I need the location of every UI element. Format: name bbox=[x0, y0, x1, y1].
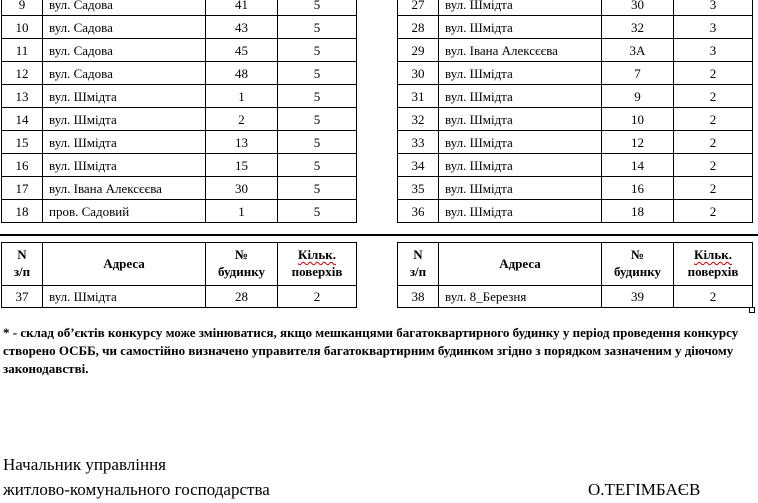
row-address: вул. Шмідта bbox=[439, 62, 602, 85]
row-house: 39 bbox=[602, 286, 674, 308]
bottom-right-table bbox=[397, 242, 753, 308]
row-address: вул. Садова bbox=[43, 39, 206, 62]
row-address: вул. Шмідта bbox=[439, 16, 602, 39]
table-row bbox=[2, 85, 357, 108]
row-floors: 5 bbox=[278, 62, 357, 85]
table-row bbox=[398, 39, 753, 62]
table-row bbox=[2, 131, 357, 154]
table-row bbox=[2, 39, 357, 62]
table-row bbox=[398, 62, 753, 85]
row-house: 13 bbox=[206, 131, 278, 154]
table-resize-handle[interactable] bbox=[749, 307, 755, 313]
row-floors: 5 bbox=[278, 200, 357, 223]
row-house: 45 bbox=[206, 39, 278, 62]
row-number: 32 bbox=[398, 108, 439, 131]
row-house: 30 bbox=[602, 0, 674, 16]
row-number: 9 bbox=[2, 0, 43, 16]
row-number: 14 bbox=[2, 108, 43, 131]
table-row bbox=[2, 16, 357, 39]
signatory-title-line2: житлово-комунального господарства bbox=[3, 480, 270, 499]
row-floors: 5 bbox=[278, 177, 357, 200]
row-floors: 2 bbox=[674, 177, 753, 200]
header-house: № будинку bbox=[602, 243, 674, 286]
row-floors: 5 bbox=[278, 0, 357, 16]
row-house: 14 bbox=[602, 154, 674, 177]
row-number: 12 bbox=[2, 62, 43, 85]
row-address: вул. Шмідта bbox=[43, 85, 206, 108]
row-house: 48 bbox=[206, 62, 278, 85]
row-floors: 2 bbox=[278, 286, 357, 308]
row-number: 38 bbox=[398, 286, 439, 308]
row-floors: 5 bbox=[278, 154, 357, 177]
row-number: 18 bbox=[2, 200, 43, 223]
row-house: 7 bbox=[602, 62, 674, 85]
row-number: 31 bbox=[398, 85, 439, 108]
row-number: 27 bbox=[398, 0, 439, 16]
row-house: 32 bbox=[602, 16, 674, 39]
table-row bbox=[398, 286, 753, 308]
table-row bbox=[2, 154, 357, 177]
row-address: вул. Шмідта bbox=[439, 0, 602, 16]
row-house: 15 bbox=[206, 154, 278, 177]
row-address: вул. Івана Алексєєва bbox=[439, 39, 602, 62]
row-floors: 2 bbox=[674, 85, 753, 108]
row-house: 18 bbox=[602, 200, 674, 223]
row-house: 10 bbox=[602, 108, 674, 131]
row-floors: 5 bbox=[278, 85, 357, 108]
row-number: 16 bbox=[2, 154, 43, 177]
row-number: 36 bbox=[398, 200, 439, 223]
bottom-left-table bbox=[1, 242, 357, 308]
table-row bbox=[2, 0, 357, 16]
row-house: 2 bbox=[206, 108, 278, 131]
top-left-table bbox=[1, 0, 357, 223]
table-row bbox=[398, 85, 753, 108]
row-address: вул. 8_Березня bbox=[439, 286, 602, 308]
header-house: № будинку bbox=[206, 243, 278, 286]
row-address: вул. Шмідта bbox=[439, 177, 602, 200]
row-floors: 3 bbox=[674, 0, 753, 16]
header-address: Адреса bbox=[439, 243, 602, 286]
table-row bbox=[398, 154, 753, 177]
signatory-title-line1: Начальник управління bbox=[3, 455, 166, 474]
row-number: 34 bbox=[398, 154, 439, 177]
row-number: 11 bbox=[2, 39, 43, 62]
header-floors: Кільк. поверхів bbox=[278, 243, 357, 286]
row-house: 9 bbox=[602, 85, 674, 108]
row-floors: 2 bbox=[674, 200, 753, 223]
row-number: 17 bbox=[2, 177, 43, 200]
row-floors: 5 bbox=[278, 16, 357, 39]
row-address: вул. Садова bbox=[43, 16, 206, 39]
header-address: Адреса bbox=[43, 243, 206, 286]
row-floors: 5 bbox=[278, 131, 357, 154]
header-number: N з/п bbox=[2, 243, 43, 286]
row-floors: 2 bbox=[674, 108, 753, 131]
row-floors: 3 bbox=[674, 16, 753, 39]
row-house: 30 bbox=[206, 177, 278, 200]
row-address: вул. Шмідта bbox=[439, 131, 602, 154]
row-address: вул. Шмідта bbox=[439, 85, 602, 108]
row-floors: 2 bbox=[674, 131, 753, 154]
row-number: 29 bbox=[398, 39, 439, 62]
row-floors: 3 bbox=[674, 39, 753, 62]
row-house: 3А bbox=[602, 39, 674, 62]
row-address: вул. Шмідта bbox=[43, 108, 206, 131]
row-number: 10 bbox=[2, 16, 43, 39]
row-number: 33 bbox=[398, 131, 439, 154]
top-right-tbody bbox=[398, 0, 753, 223]
row-number: 30 bbox=[398, 62, 439, 85]
row-address: вул. Шмідта bbox=[43, 286, 206, 308]
footnote: * - склад об’єктів конкурсу може змінюватися, якщо мешканцями багатоквартирного будинку у період проведення конкурсу створено ОСББ, чи самостійно визначено управителя багатоквартирним будинком згідно з порядком зазначеним у діючому законодавстві. bbox=[3, 325, 739, 376]
row-address: вул. Садова bbox=[43, 62, 206, 85]
table-row bbox=[398, 16, 753, 39]
table-row bbox=[2, 177, 357, 200]
row-house: 28 bbox=[206, 286, 278, 308]
table-row bbox=[2, 62, 357, 85]
header-floors: Кільк. поверхів bbox=[674, 243, 753, 286]
row-address: пров. Садовий bbox=[43, 200, 206, 223]
row-floors: 2 bbox=[674, 62, 753, 85]
row-address: вул. Шмідта bbox=[43, 154, 206, 177]
table-row bbox=[2, 108, 357, 131]
row-address: вул. Шмідта bbox=[439, 154, 602, 177]
top-right-table bbox=[397, 0, 753, 223]
row-floors: 5 bbox=[278, 39, 357, 62]
header-row bbox=[2, 243, 357, 286]
row-house: 16 bbox=[602, 177, 674, 200]
header-row bbox=[398, 243, 753, 286]
row-address: вул. Шмідта bbox=[43, 131, 206, 154]
top-left-tbody bbox=[2, 0, 357, 223]
header-number: N з/п bbox=[398, 243, 439, 286]
table-row bbox=[2, 200, 357, 223]
table-row bbox=[398, 0, 753, 16]
row-number: 13 bbox=[2, 85, 43, 108]
row-address: вул. Шмідта bbox=[439, 108, 602, 131]
signatory-name: О.ТЕГІМБАЄВ bbox=[588, 480, 701, 499]
table-row bbox=[2, 286, 357, 308]
row-house: 12 bbox=[602, 131, 674, 154]
row-address: вул. Шмідта bbox=[439, 200, 602, 223]
row-house: 43 bbox=[206, 16, 278, 39]
row-house: 1 bbox=[206, 200, 278, 223]
row-number: 35 bbox=[398, 177, 439, 200]
row-address: вул. Садова bbox=[43, 0, 206, 16]
row-number: 15 bbox=[2, 131, 43, 154]
section-divider bbox=[0, 234, 758, 236]
table-row bbox=[398, 177, 753, 200]
table-row bbox=[398, 131, 753, 154]
row-house: 41 bbox=[206, 0, 278, 16]
row-floors: 2 bbox=[674, 286, 753, 308]
table-row bbox=[398, 200, 753, 223]
row-number: 37 bbox=[2, 286, 43, 308]
row-house: 1 bbox=[206, 85, 278, 108]
row-floors: 5 bbox=[278, 108, 357, 131]
row-floors: 2 bbox=[674, 154, 753, 177]
row-address: вул. Івана Алексєєва bbox=[43, 177, 206, 200]
table-row bbox=[398, 108, 753, 131]
row-number: 28 bbox=[398, 16, 439, 39]
